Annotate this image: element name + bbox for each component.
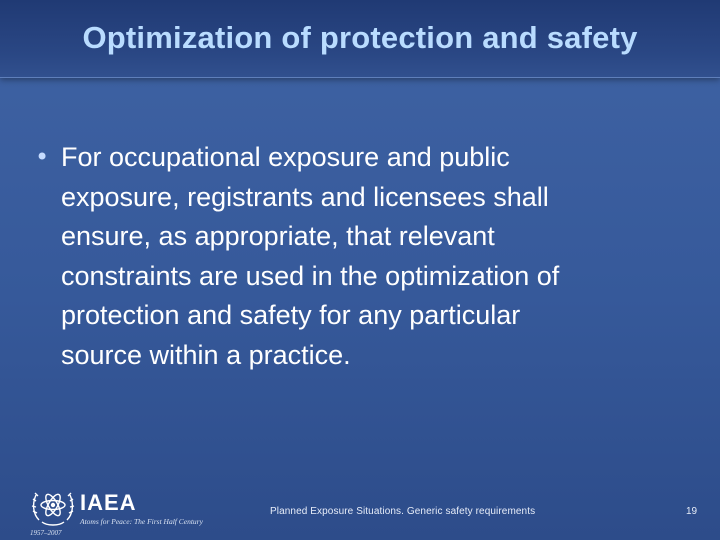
bullet-icon: •: [35, 143, 50, 171]
bullet-line-3: ensure, as appropriate, that relevant: [61, 221, 495, 251]
logo-text: IAEA: [80, 490, 137, 515]
slide-title: Optimization of protection and safety: [82, 20, 638, 55]
page-number: 19: [686, 506, 698, 517]
title-bar: [0, 0, 720, 78]
bullet-item: [30, 138, 670, 375]
bullet-line-1: For occupational exposure and public: [61, 142, 510, 172]
logo-years: 1957–2007: [30, 529, 62, 537]
footer-caption: Planned Exposure Situations. Generic safety requirements: [270, 506, 536, 517]
bullet-line-5: protection and safety for any particular: [61, 300, 521, 330]
iaea-atom-laurel-icon: [30, 484, 76, 528]
bullet-line-2: exposure, registrants and licensees shall: [61, 181, 549, 212]
logo-tagline: Atoms for Peace: The First Half Century: [80, 517, 203, 526]
slide-body: [30, 138, 670, 375]
bullet-line-4: constraints are used in the optimization of: [61, 260, 560, 291]
bullet-line-6: source within a practice.: [61, 339, 351, 370]
iaea-logo: [30, 484, 230, 536]
